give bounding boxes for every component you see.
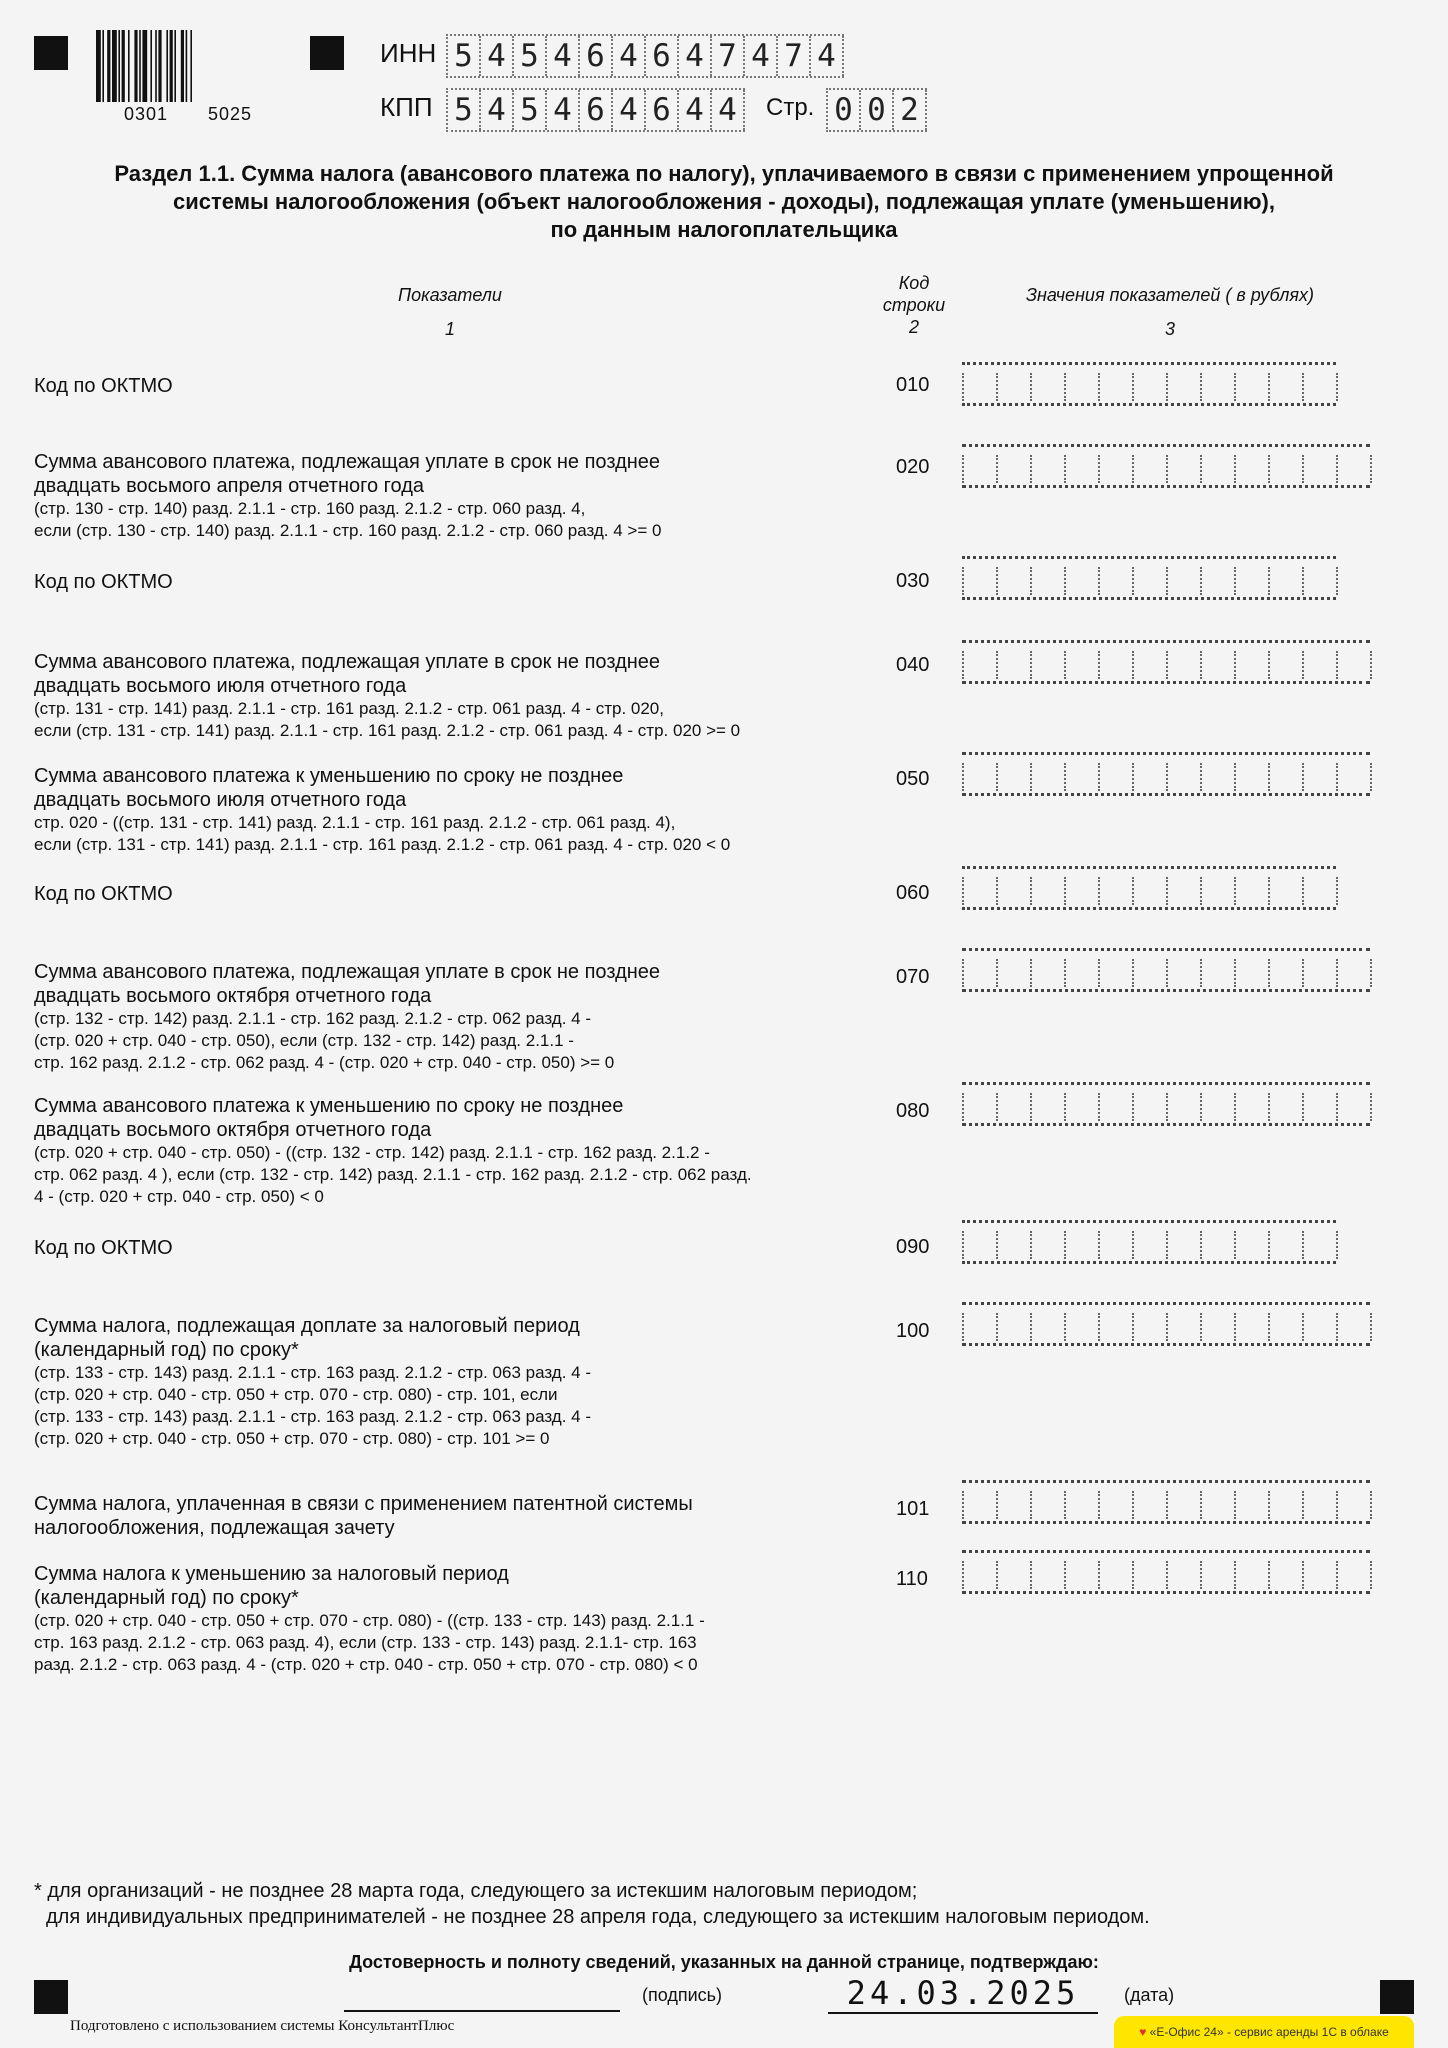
page-label: Стр. [766,94,815,121]
cell-separator [1302,1561,1304,1589]
cell-separator [962,959,964,987]
indicator-formula-line: (стр. 130 - стр. 140) разд. 2.1.1 - стр. 160 разд. 2.1.2 - стр. 060 разд. 4, [34,499,586,518]
cell-separator [962,763,964,791]
digit-cell: 0 [828,90,861,130]
cell-separator [1132,1313,1134,1341]
row-code: 030 [896,570,930,592]
date-field[interactable]: 24.03.2025 [828,1974,1098,2014]
cell-separator [1370,455,1372,483]
indicator-formula-line: (стр. 020 + стр. 040 - стр. 050 + стр. 070 - стр. 080) - стр. 101, если [34,1385,558,1404]
cell-separator [1200,763,1202,791]
prepared-by-note: Подготовлено с использованием системы КонсультантПлюс [70,2018,455,2034]
column-header-code-label-2: строки [882,295,946,315]
digit-cell: 5 [514,90,547,130]
cell-separator [1098,1313,1100,1341]
indicator-name-line: Код по ОКТМО [34,375,173,397]
section-title-line: по данным налогоплательщика [550,217,898,242]
cell-separator [1064,763,1066,791]
cell-separator [1166,763,1168,791]
cell-separator [1030,1313,1032,1341]
cell-separator [996,567,998,595]
cell-separator [996,763,998,791]
indicator-formula-line: (стр. 020 + стр. 040 - стр. 050), если (стр. 132 - стр. 142) разд. 2.1.1 - [34,1031,574,1050]
cell-separator [1200,651,1202,679]
digit-cell: 5 [448,36,481,76]
cell-separator [1166,1561,1168,1589]
cell-separator [962,1231,964,1259]
digit-cell: 4 [811,36,844,76]
cell-separator [1336,651,1338,679]
indicator-name-line: Код по ОКТМО [34,571,173,593]
indicator-label [34,450,874,542]
cell-separator [1336,1561,1338,1589]
cell-separator [1234,567,1236,595]
indicator-formula-line: если (стр. 131 - стр. 141) разд. 2.1.1 - стр. 161 разд. 2.1.2 - стр. 061 разд. 4 - стр. 020 >= 0 [34,721,741,740]
barcode-number-left: 0301 [124,104,169,124]
digit-cell: 0 [861,90,894,130]
cell-separator [1302,1313,1304,1341]
cell-separator [1302,763,1304,791]
indicator-name-line: Код по ОКТМО [34,1237,173,1259]
indicator-name-line: Сумма авансового платежа к уменьшению по сроку не позднее [34,765,624,787]
corner-marker-bottom-left [34,1980,68,2014]
indicator-formula-line: (стр. 020 + стр. 040 - стр. 050 + стр. 070 - стр. 080) - стр. 101 >= 0 [34,1429,550,1448]
cell-separator [1234,1231,1236,1259]
amount-input[interactable] [962,752,1370,796]
indicator-formula-line: стр. 162 разд. 2.1.2 - стр. 062 разд. 4 - (стр. 020 + стр. 040 - стр. 050) >= 0 [34,1053,615,1072]
signature-field[interactable] [344,2010,620,2012]
cell-separator [1064,567,1066,595]
row-code: 020 [896,456,930,478]
digit-cell: 4 [679,90,712,130]
cell-separator [962,1313,964,1341]
digit-cell: 7 [778,36,811,76]
cell-separator [1030,1561,1032,1589]
indicator-name-line: Сумма авансового платежа, подлежащая уплате в срок не позднее [34,961,661,983]
cell-separator [962,1561,964,1589]
indicator-formula-line: (стр. 133 - стр. 143) разд. 2.1.1 - стр. 163 разд. 2.1.2 - стр. 063 разд. 4 - [34,1407,591,1426]
cell-separator [1336,373,1338,401]
cell-separator [1064,455,1066,483]
cell-separator [996,1313,998,1341]
cell-separator [1234,1561,1236,1589]
cell-separator [996,959,998,987]
cell-separator [1166,1093,1168,1121]
indicator-formula-line: стр. 163 разд. 2.1.2 - стр. 063 разд. 4), если (стр. 133 - стр. 143) разд. 2.1.1- стр. 163 [34,1633,697,1652]
column-header-indicators [340,284,560,340]
cell-separator [1200,455,1202,483]
column-header-values-number: 3 [1164,319,1175,339]
kpp-field[interactable] [446,88,745,132]
cell-separator [1200,1561,1202,1589]
cell-separator [1302,651,1304,679]
cell-separator [1166,877,1168,905]
cell-separator [1302,1491,1304,1519]
digit-cell: 5 [514,36,547,76]
indicator-formula-line: стр. 062 разд. 4 ), если (стр. 132 - стр. 142) разд. 2.1.1 - стр. 162 разд. 2.1.2 - стр. 062 разд. [34,1165,752,1184]
cell-separator [1336,1093,1338,1121]
cell-separator [962,877,964,905]
row-code: 070 [896,966,930,988]
oktmo-input[interactable] [962,1220,1336,1264]
kpp-label: КПП [380,92,433,122]
digit-cell: 4 [679,36,712,76]
cell-separator [1234,651,1236,679]
cell-separator [962,651,964,679]
oktmo-input[interactable] [962,556,1336,600]
footnote-line: для индивидуальных предпринимателей - не позднее 28 апреля года, следующего за истекшим налоговым периодом. [46,1906,1150,1928]
cell-separator [1302,373,1304,401]
cell-separator [1200,1313,1202,1341]
cell-separator [1166,1313,1168,1341]
cell-separator [1064,1491,1066,1519]
cell-separator [996,373,998,401]
indicator-formula-line: 4 - (стр. 020 + стр. 040 - стр. 050) < 0 [34,1187,324,1206]
cell-separator [1268,651,1270,679]
cell-separator [1302,455,1304,483]
indicator-label [34,374,874,398]
cell-separator [1166,455,1168,483]
cell-separator [1098,455,1100,483]
indicator-name-line: двадцать восьмого июля отчетного года [34,675,407,697]
cell-separator [1268,959,1270,987]
cell-separator [1166,1491,1168,1519]
cell-separator [1268,763,1270,791]
digit-cell: 4 [547,90,580,130]
cell-separator [1132,567,1134,595]
column-header-code-number: 2 [908,317,919,337]
cell-separator [1268,455,1270,483]
cell-separator [1166,567,1168,595]
barcode [96,30,256,104]
cell-separator [1098,1093,1100,1121]
cell-separator [1132,455,1134,483]
cell-separator [996,1093,998,1121]
cell-separator [1268,1313,1270,1341]
indicator-formula-line: (стр. 020 + стр. 040 - стр. 050 + стр. 070 - стр. 080) - ((стр. 133 - стр. 143) разд. 2.1.1 - [34,1611,705,1630]
amount-input[interactable] [962,1550,1370,1594]
digit-cell: 4 [712,90,745,130]
indicator-formula-line: (стр. 132 - стр. 142) разд. 2.1.1 - стр. 162 разд. 2.1.2 - стр. 062 разд. 4 - [34,1009,591,1028]
indicator-label [34,882,874,906]
column-header-indicators-number: 1 [444,319,455,339]
cell-separator [1302,1231,1304,1259]
cell-separator [1064,373,1066,401]
cell-separator [1234,373,1236,401]
cell-separator [1166,959,1168,987]
digit-cell: 4 [481,36,514,76]
cell-separator [1370,1491,1372,1519]
corner-marker-bottom-right [1380,1980,1414,2014]
date-label: (дата) [1124,1985,1175,2005]
cell-separator [1370,763,1372,791]
cell-separator [996,455,998,483]
section-title-line: Раздел 1.1. Сумма налога (авансового платежа по налогу), уплачиваемого в связи с применением упрощенной [114,161,1334,186]
corner-marker-top-left [34,36,68,70]
cell-separator [1064,877,1066,905]
cell-separator [1234,1093,1236,1121]
digit-cell: 5 [448,90,481,130]
cell-separator [1370,959,1372,987]
indicator-label [34,1094,874,1208]
indicator-formula-line: (стр. 131 - стр. 141) разд. 2.1.1 - стр. 161 разд. 2.1.2 - стр. 061 разд. 4 - стр. 020, [34,699,664,718]
page-number-field[interactable] [826,88,927,132]
indicator-name-line: (календарный год) по сроку* [34,1587,299,1609]
cell-separator [962,1491,964,1519]
cell-separator [1098,1231,1100,1259]
indicator-formula-line: если (стр. 130 - стр. 140) разд. 2.1.1 - стр. 160 разд. 2.1.2 - стр. 060 разд. 4 >= 0 [34,521,662,540]
cell-separator [1132,1231,1134,1259]
indicator-name-line: налогообложения, подлежащая зачету [34,1517,395,1539]
cell-separator [1166,1231,1168,1259]
indicator-label [34,764,874,856]
cell-separator [1200,1231,1202,1259]
cell-separator [996,1231,998,1259]
cell-separator [1200,567,1202,595]
row-code: 040 [896,654,930,676]
cell-separator [1064,1313,1066,1341]
indicator-formula-line: стр. 020 - ((стр. 131 - стр. 141) разд. 2.1.1 - стр. 161 разд. 2.1.2 - стр. 061 разд. 4), [34,813,676,832]
cell-separator [1302,877,1304,905]
cell-separator [1098,567,1100,595]
cell-separator [1166,373,1168,401]
cell-separator [1132,1561,1134,1589]
cell-separator [1132,763,1134,791]
indicator-name-line: двадцать восьмого июля отчетного года [34,789,407,811]
indicator-formula-line: (стр. 020 + стр. 040 - стр. 050) - ((стр. 132 - стр. 142) разд. 2.1.1 - стр. 162 разд. 2.1.2 - [34,1143,710,1162]
column-header-code [864,272,964,338]
section-title [30,160,1418,244]
digit-cell: 6 [646,90,679,130]
cell-separator [1336,1313,1338,1341]
cell-separator [1030,1231,1032,1259]
cell-separator [1098,763,1100,791]
cell-separator [1132,651,1134,679]
cell-separator [1030,373,1032,401]
cell-separator [1030,1491,1032,1519]
oktmo-input[interactable] [962,866,1336,910]
cell-separator [1200,959,1202,987]
column-header-values [990,284,1350,340]
indicator-name-line: Сумма налога, подлежащая доплате за налоговый период [34,1315,580,1337]
digit-cell: 2 [894,90,927,130]
cell-separator [1336,1231,1338,1259]
cell-separator [996,651,998,679]
row-code: 101 [896,1498,930,1520]
indicator-name-line: двадцать восьмого октября отчетного года [34,985,432,1007]
indicator-label [34,570,874,594]
row-code: 100 [896,1320,930,1342]
cell-separator [1302,567,1304,595]
footnote-line: * для организаций - не позднее 28 марта года, следующего за истекшим налоговым периодом; [34,1880,918,1902]
attestation-text: Достоверность и полноту сведений, указанных на данной странице, подтверждаю: [349,1952,1099,1972]
indicator-label [34,1236,874,1260]
cell-separator [996,1561,998,1589]
row-code: 090 [896,1236,930,1258]
indicator-formula-line: разд. 2.1.2 - стр. 063 разд. 4 - (стр. 020 + стр. 040 - стр. 050 + стр. 070 - стр. 080) < 0 [34,1655,698,1674]
cell-separator [1064,1093,1066,1121]
cell-separator [1098,373,1100,401]
cell-separator [1064,1561,1066,1589]
cell-separator [1234,1313,1236,1341]
indicator-formula-line: (стр. 133 - стр. 143) разд. 2.1.1 - стр. 163 разд. 2.1.2 - стр. 063 разд. 4 - [34,1363,591,1382]
promo-text: «Е-Офис 24» - сервис аренды 1С в облаке [1149,2025,1389,2039]
cell-separator [1030,567,1032,595]
digit-cell: 4 [547,36,580,76]
amount-input[interactable] [962,1082,1370,1126]
cell-separator [1336,567,1338,595]
cell-separator [1030,455,1032,483]
cell-separator [1268,877,1270,905]
cell-separator [1098,877,1100,905]
amount-input[interactable] [962,948,1370,992]
indicator-label [34,1492,874,1540]
cell-separator [1336,763,1338,791]
indicator-formula-line: если (стр. 131 - стр. 141) разд. 2.1.1 - стр. 161 разд. 2.1.2 - стр. 061 разд. 4 - стр. 020 < 0 [34,835,731,854]
cell-separator [1302,959,1304,987]
cell-separator [1336,877,1338,905]
corner-marker-top-right [310,36,344,70]
footnote [34,1878,1414,1930]
cell-separator [1200,877,1202,905]
cell-separator [1098,1561,1100,1589]
cell-separator [1336,1491,1338,1519]
promo-banner[interactable] [1114,2016,1414,2048]
digit-cell: 4 [613,90,646,130]
indicator-name-line: Сумма авансового платежа, подлежащая уплате в срок не позднее [34,651,661,673]
row-code: 050 [896,768,930,790]
cell-separator [1234,1491,1236,1519]
indicator-name-line: двадцать восьмого октября отчетного года [34,1119,432,1141]
cell-separator [1268,373,1270,401]
digit-cell: 6 [580,90,613,130]
indicator-name-line: (календарный год) по сроку* [34,1339,299,1361]
digit-cell: 4 [745,36,778,76]
cell-separator [1370,651,1372,679]
cell-separator [1268,1231,1270,1259]
column-header-indicators-label: Показатели [398,285,502,305]
cell-separator [1132,959,1134,987]
column-header-values-label: Значения показателей ( в рублях) [1025,285,1315,305]
cell-separator [1234,455,1236,483]
cell-separator [1234,877,1236,905]
cell-separator [1200,1491,1202,1519]
indicator-label [34,1314,874,1450]
column-header-code-label-1: Код [898,273,930,293]
section-title-line: системы налогообложения (объект налогообложения - доходы), подлежащая уплате (уменьшению), [173,189,1275,214]
cell-separator [1132,877,1134,905]
cell-separator [1370,1313,1372,1341]
indicator-name-line: двадцать восьмого апреля отчетного года [34,475,424,497]
indicator-name-line: Сумма авансового платежа, подлежащая уплате в срок не позднее [34,451,661,473]
barcode-number-right: 5025 [208,104,253,124]
digit-cell: 6 [646,36,679,76]
digit-cell: 4 [613,36,646,76]
inn-field[interactable] [446,34,844,78]
cell-separator [1064,959,1066,987]
indicator-name-line: Сумма авансового платежа к уменьшению по сроку не позднее [34,1095,624,1117]
cell-separator [996,877,998,905]
digit-cell: 7 [712,36,745,76]
cell-separator [1098,1491,1100,1519]
cell-separator [962,567,964,595]
cell-separator [996,1491,998,1519]
cell-separator [962,1093,964,1121]
signature-label: (подпись) [642,1985,723,2005]
heart-icon: ♥ [1139,2025,1147,2039]
cell-separator [962,373,964,401]
indicator-label [34,960,874,1074]
cell-separator [1166,651,1168,679]
row-code: 060 [896,882,930,904]
indicator-name-line: Сумма налога, уплаченная в связи с применением патентной системы [34,1493,693,1515]
cell-separator [1370,1561,1372,1589]
cell-separator [1030,877,1032,905]
row-code: 080 [896,1100,930,1122]
cell-separator [1336,959,1338,987]
cell-separator [1030,651,1032,679]
amount-input[interactable] [962,1480,1370,1524]
amount-input[interactable] [962,1302,1370,1346]
cell-separator [1098,651,1100,679]
oktmo-input[interactable] [962,362,1336,406]
barcode-bars [96,30,256,102]
amount-input[interactable] [962,444,1370,488]
cell-separator [1200,373,1202,401]
row-code: 010 [896,374,930,396]
cell-separator [962,455,964,483]
cell-separator [1064,651,1066,679]
cell-separator [1268,567,1270,595]
indicator-name-line: Сумма налога к уменьшению за налоговый период [34,1563,509,1585]
cell-separator [1234,763,1236,791]
cell-separator [1132,1491,1134,1519]
cell-separator [1268,1491,1270,1519]
cell-separator [1132,373,1134,401]
indicator-name-line: Код по ОКТМО [34,883,173,905]
cell-separator [1064,1231,1066,1259]
indicator-label [34,650,874,742]
cell-separator [1370,1093,1372,1121]
cell-separator [1268,1093,1270,1121]
amount-input[interactable] [962,640,1370,684]
cell-separator [1200,1093,1202,1121]
cell-separator [1030,959,1032,987]
digit-cell: 6 [580,36,613,76]
cell-separator [1302,1093,1304,1121]
cell-separator [1234,959,1236,987]
cell-separator [1098,959,1100,987]
cell-separator [1030,1093,1032,1121]
indicator-label [34,1562,874,1676]
cell-separator [1132,1093,1134,1121]
row-code: 110 [896,1568,928,1590]
cell-separator [1336,455,1338,483]
inn-label: ИНН [380,38,437,68]
cell-separator [1268,1561,1270,1589]
cell-separator [1030,763,1032,791]
digit-cell: 4 [481,90,514,130]
